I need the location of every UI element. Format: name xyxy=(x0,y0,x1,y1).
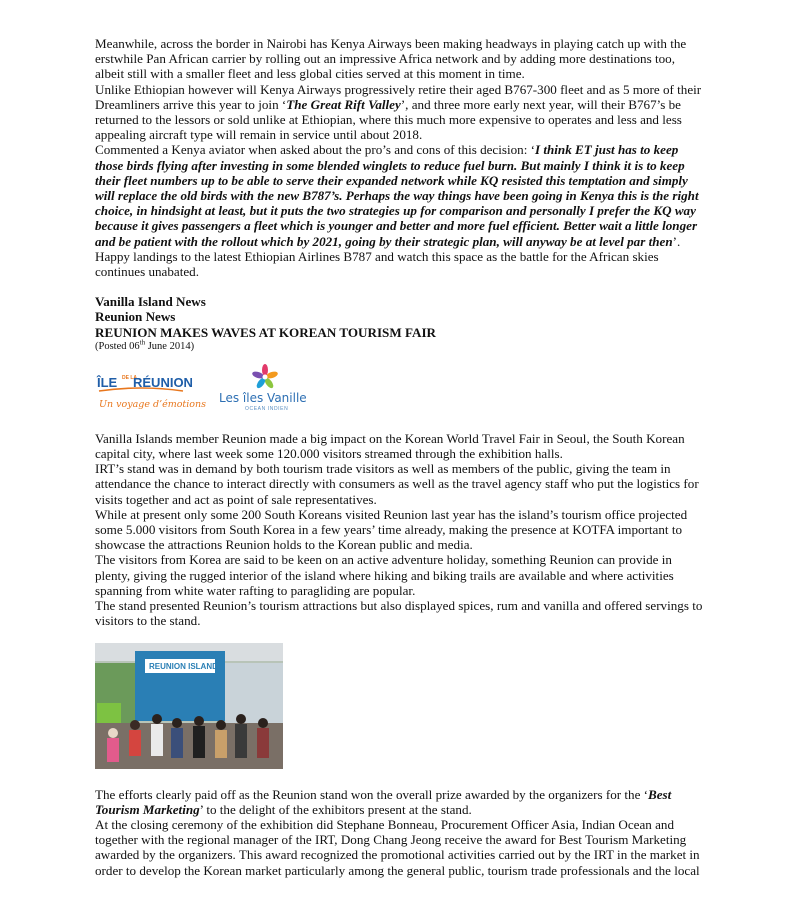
svg-text:Un voyage d’émotions: Un voyage d’émotions xyxy=(99,398,207,410)
document-page xyxy=(95,36,707,878)
svg-text:ÎLE: ÎLE xyxy=(97,374,118,390)
svg-text:REUNION ISLAND: REUNION ISLAND xyxy=(149,661,218,671)
paragraph-reunion-impact: Vanilla Islands member Reunion made a big impact on the Korean World Travel Fair in Seoul, the South Korean capital city, where last week some 120.000 visitors streamed through the exhibition halls. xyxy=(95,430,685,462)
svg-text:OCEAN INDIEN: OCEAN INDIEN xyxy=(245,405,289,412)
logos-row xyxy=(95,363,707,419)
aviator-quote: I think ET just has to keep those birds flying after investing in some blended winglets to reduce fuel burn. But mainly I think it is to keep their fleet numbers up to be able to serve their expanded network while KQ resisted this temptation and simply will replace the old birds with the new B787’s. Perhaps the way things have been going in Kenya this is the right choice, in hindsight at least, but it puts the two strategies up for comparison and personally I prefer the KQ way because it gives passengers a fleet which is younger and better and more fuel efficient. Better wait a little longer and be patient with the rollout which by 2021, going by their strategic plan, will anyway be at level par then xyxy=(95,142,699,249)
article-title: REUNION MAKES WAVES AT KOREAN TOURISM FAIR xyxy=(95,324,436,340)
paragraph-kq-fleet: Unlike Ethiopian however will Kenya Airways progressively retire their aged B767-300 fleet and as 5 more of their Dreamliners arrive this year to join ‘The Great Rift Valley’, and three more early next year, will their B767’s be returned to the lessors or sold unlike at Ethiopian, where this much more expensive to operates and less and less appealing aircraft type will remain in service until about 2018. xyxy=(95,81,702,143)
paragraph-irt-stand: IRT’s stand was in demand by both tourism trade visitors as well as members of the public, giving the team in attendance the chance to interact directly with consumers as well as the travel agency staff who put the logistics for visits together and act as point of sale representatives. xyxy=(95,461,699,507)
svg-text:RÉUNION: RÉUNION xyxy=(133,374,193,390)
posted-date: (Posted 06th June 2014) xyxy=(95,338,195,352)
award-name: Best Tourism Marketing xyxy=(95,786,672,817)
aircraft-name: The Great Rift Valley xyxy=(286,96,401,112)
paragraph-stand-attractions: The stand presented Reunion’s tourism attractions but also displayed spices, rum and vanilla and offered servings to visitors to the stand. xyxy=(95,598,703,629)
paragraph-visitors-projection: While at present only some 200 South Koreans visited Reunion last year has the island’s tourism office projected some 5.000 visitors from South Korea in a few years’ time already, making the presence at KOTFA important to showcase the attractions Reunion holds to the Korean public and media. xyxy=(95,506,688,553)
paragraph-kq-network: Meanwhile, across the border in Nairobi has Kenya Airways been making headways in playing catch up with the erstwhile Pan African carrier by rolling out an impressive Africa network and by adding more destinations too, albeit still with a smaller fleet and less global cities served at this moment in time. xyxy=(95,36,687,82)
svg-text:Les îles Vanille: Les îles Vanille xyxy=(219,390,307,405)
paragraph-closing-ceremony: At the closing ceremony of the exhibition did Stephane Bonneau, Procurement Officer Asia, Indian Ocean and together with the regional manager of the IRT, Dong Chang Jeong receive the award for Best Tourism Marketing awarded by the organizers. This award recognized the promotional activities carried out by the IRT in the market in order to develop the Korean market particularly among the general public, tourism trade professionals and the local xyxy=(95,816,700,878)
flower-icon xyxy=(251,364,278,390)
section-heading-reunion: Reunion News xyxy=(95,309,176,325)
paragraph-award: The efforts clearly paid off as the Reunion stand won the overall prize awarded by the organizers for the ‘Best Tourism Marketing’ to the delight of the exhibitors present at the stand. xyxy=(95,786,672,817)
svg-text:DE LA: DE LA xyxy=(122,374,137,381)
paragraph-happy-landings: Happy landings to the latest Ethiopian Airlines B787 and watch this space as the battle for the African skies continues unabated. xyxy=(95,248,659,280)
exhibition-stand-photo xyxy=(95,643,283,769)
paragraph-aviator-quote: Commented a Kenya aviator when asked about the pro’s and cons of this decision: ‘I think ET just has to keep those birds flying after investing in some blended winglets to reduce fuel burn. But mainly I think it is to keep their fleet numbers up to be able to serve their expanded network while KQ resisted this temptation and simply will replace the old birds with the new B787’s. Perhaps the way things have been going in Kenya this is the right choice, in hindsight at least, but it puts the two strategies up for comparison and personally I prefer the KQ way because it gives passengers a fleet which is younger and better and more fuel efficient. Better wait a little longer and be patient with the rollout which by 2021, going by their strategic plan, will anyway be at level par then’. xyxy=(95,142,699,249)
les-iles-vanille-logo xyxy=(215,363,315,415)
section-heading-vanilla: Vanilla Island News xyxy=(95,294,206,310)
ile-de-la-reunion-logo xyxy=(95,363,207,415)
paragraph-adventure-holiday: The visitors from Korea are said to be keen on an active adventure holiday, something Reunion can provide in plenty, giving the rugged interior of the island where hiking and biking trails are available and where activities spanning from white water rafting to paragliding are popular. xyxy=(95,552,674,598)
